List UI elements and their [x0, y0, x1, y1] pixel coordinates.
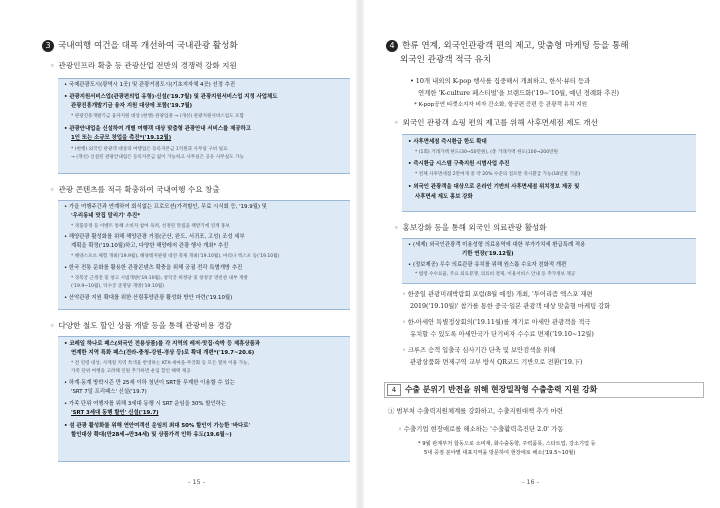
chapter-heading [384, 382, 704, 398]
page-number: - 15 - [188, 478, 206, 486]
section-number: 3 [42, 40, 54, 52]
paragraph-line: ◦ 수출기업 현장애로를 해소하는 '수출활력촉진단 2.0' 가동 [398, 425, 564, 433]
content-box: • 사후면세점 즉시환급 한도 확대 * (1회) 거래가액 한도(30→50만원), (총 거래가액 한도(100→200만원 • 즉시환급 시스템 구축지원 시범사업 추진 * 전체 사후면세점 2만여개 중 약 20% 수준의 점포만 즉시환급 가능(18년말 기준) • 외국인 관광객을 대상으로 온라인 기반의 사후면세점 위치정보 제공 및 사후면세 제도 홍보 강화 [402, 134, 696, 212]
paragraph-line: ◦ 한중일 관광미래박람회 포럼(8월 예정) 개최, '투어리즘 엑스포 재편 [402, 291, 593, 298]
section-heading [42, 40, 238, 52]
section-heading [386, 40, 629, 52]
content-box: • 코레일 하나로 패스(외국인 전용상품)를 각 지역의 레저·맛집·숙박 등 제휴상품과 연계한 지역 특화 패스(전라-충청-강원-경상 등)로 확대 개편*('19.7~20.6) * 전 연령 대상, 사계절 지역 특색을 반영하는 KTX-새마을-무궁화 등 모든 열차 이용 가능, 가족 단위 여행을 고려해 인원 추가하면 운임 할인 혜택 제공 • 하계·동계 방학시즌 만 25세 이하 청년이 SRT를 무제한 이용할 수 있는 'SRT 7일 프리패스' 신설('19.7) • 가족 단위 여행자를 위해 3세대 동행 시 SRT 운임을 30% 할인하는 'SRT 3세대 동행 할인' 신설('19.7) • 섬 관광 활성화를 위해 연안여객선 운임의 최대 50% 할인이 가능한 '바다로' 할인대상 확대(만28세→만34세) 및 상품가격 인하 유도(19.6월~) [58, 336, 350, 462]
section-title-line2: 외국인 관광객 적극 유치 [400, 55, 492, 65]
subsection-heading: ◦ 홍보강화 등을 통해 외국인 의료관광 활성화 [394, 223, 547, 232]
page-number: - 16 - [522, 478, 540, 486]
section-title: 국내여행 여건을 대폭 개선하여 국내관광 활성화 [58, 41, 238, 51]
subsection-heading: ◦ 외국인 관광객 쇼핑 편의 제고를 위해 사후면세점 제도 개선 [394, 118, 598, 127]
paragraph-line: 2019('19.10월)' 참가를 통한 중국·일본 관광객 대상 맞춤형 마케팅 강화 [410, 303, 611, 310]
paragraph-line: ① 범부처 수출력지원체계를 강화하고, 수출지원대책 추가 마련 [388, 407, 563, 415]
content-box: • 국제관광도시(광역시 1곳) 및 관광거점도시(기초지자체 4곳) 선정 추진 • 관광지원서비스업(관광편의업 유형)·신설('19.7월) 및 관광지원서비스업 지정 사업체도 관광진흥개발기금 융자 지원 대상에 포함('19.7월) * 관광진흥개발기금 융자지원 대상 (현행) 관광업종 → (개선) 관광지원서비스업도 포함 • 관광안내업을 신설하여 개별 여행객 대상 맞춤형 관광안내 서비스를 제공하고 1인 또는 소규모 창업을 촉진*('19.12월) * (현행) 외국인 관광객 대상의 여행업은 등록자본금 1억원과 사무실 구비 필요 → (개선) 신설된 관광안내업은 등록자본금 없이 가능하고 사무실은 공유 사무실도 가능 [58, 78, 350, 174]
chapter-title: 수출 분위기 반전을 위해 현장밀착형 수출총력 지원 강화 [405, 385, 598, 394]
kpop-line: • 10개 내외의 K-pop 행사를 집중해서 개최하고, 한식·뷰티 등과 [410, 77, 591, 85]
paragraph-line: 관광상품화 면제구역 교부 방식 QR코드 기반으로 전환('19.下) [410, 359, 583, 366]
section-number: 4 [386, 40, 398, 52]
section-title: 한류 연계, 외국인관광객 편의 제고, 맞춤형 마케팅 등을 통해 [402, 41, 629, 51]
chapter-number: 4 [387, 384, 401, 396]
content-box: • 가을 여행주간과 연계하여 회식없는 프로모션(가격할인, 무료 시식회 등, '19.9월) 및 '우리동네 맛집 알리기' 추진* * 경품증정 등 이벤트 통해 소비자 참여 독려, 선정된 맛집을 책받기에 연계 홍보 • 해양관광 활성화를 위해 해양관광 거점(군산, 완도, 서귀포, 고성) 조성 세부 계획을 확정('19.10월)하고, 다양한 해양레저 관광 행사 개최* 추진 * 해양스포츠 체험 개최('19.9월), 해양레저관광 대전 축제 개최('19.10월), 마리나 엑스포 등('19.10월) • 한국 전통 문화를 활용한 관광콘텐츠 확충을 위해 궁궐 전각 특별개방 추진 * 경복궁 근정전 및 창고 시범개방('19.10월), 창덕궁 희정당 및 창경궁 영빈관 내부 개방 ('19.9~10월), 덕수궁 준명당 개방('19.10월) • 산악관광 지원 확대를 위한 산림휴양관광 활성화 방안 마련('19.10월) [58, 200, 350, 310]
page-15 [40, 0, 370, 508]
page-16 [384, 0, 714, 508]
kpop-line: 연계한 'K-culture 페스티벌'을 브랜드화('19~'10월, 예년 정례화 추진) [418, 89, 620, 97]
subsection-heading: ◦ 다양한 철도 할인 상품 개발 등을 통해 관광비용 경감 [50, 321, 232, 330]
note-line: * 9월 관계부처 합동으로 소비재, 화수출동향, 주력품목, 스타트업, 강소기업 등 [418, 441, 596, 447]
content-box: • (세제) 외국인관광객 미용성형 의료용역에 대한 부가가치세 환급특례 적용 기한 연장('19.12월) • (정보제공) 우수 의료관광 유치를 위해 원스톱 수요자 친화적 개편 * 법령 수수료율, 주요 외료분쟁, 의료비 결제, 이용서비스 안내 등 추가정보 제공 [402, 238, 696, 284]
paragraph-line: ◦ 한-아세안 특별정상회의('19.11월)를 계기로 아세안 관광객을 적극 [402, 319, 591, 326]
note-line: 5대 중점 분야별 대표지역을 방문하여 현장애로 해소('19.5~10월) [424, 450, 576, 456]
subsection-heading: ◦ 관광인프라 확충 등 관광산업 전반의 경쟁력 강화 지원 [50, 61, 237, 70]
paragraph-line: ◦ 크루즈 승객 입출국 심사기간 단축 및 보안검색을 위해 [402, 347, 556, 354]
paragraph-line: 유치할 수 있도록 아세안국가 단기비자 수수료 면제('19.10~12월) [410, 331, 594, 338]
subsection-heading: ◦ 관광 콘텐츠를 적극 확충하여 국내여행 수요 창출 [50, 185, 220, 194]
kpop-note: * K-pop공연 티켓소지자 비자 간소화, 항공편 증편 등 관광객 유치 지원 [414, 102, 588, 108]
page-gutter [356, 0, 364, 508]
